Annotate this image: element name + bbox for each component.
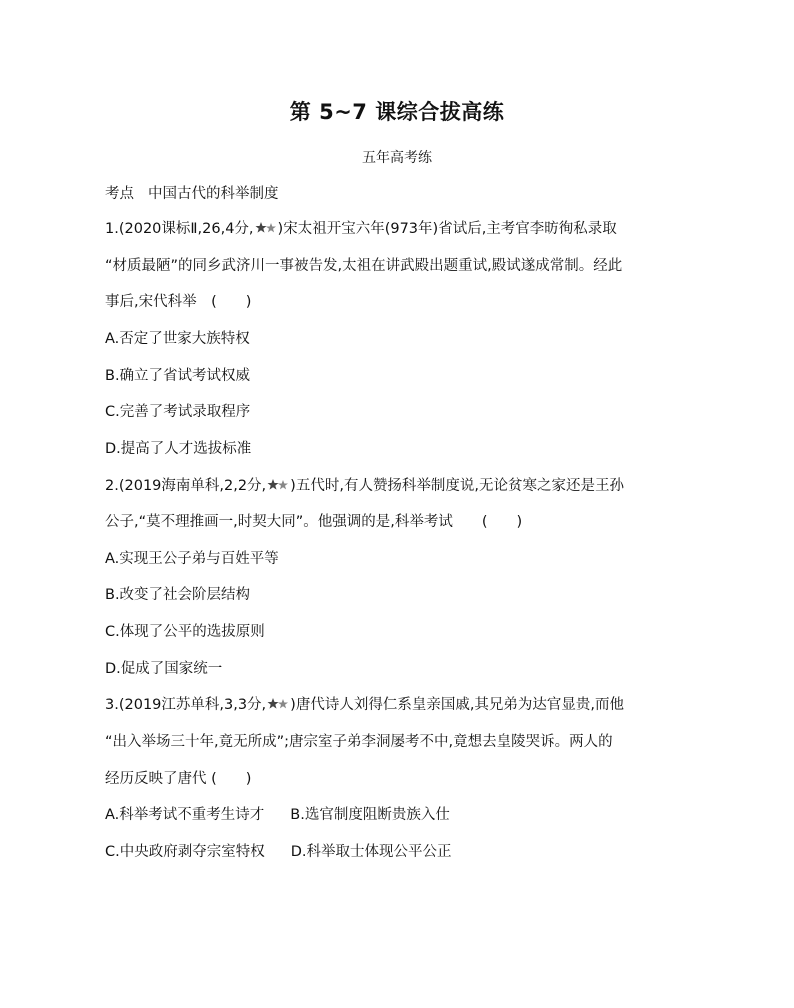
question-3-stem-1: )唐代诗人刘得仁系皇亲国戚,其兄弟为达官显贵,而他 — [290, 697, 625, 713]
two-star-difficulty-icon — [255, 221, 277, 235]
question-3-option-b: B.选官制度阻断贵族入仕 — [290, 807, 450, 823]
question-3-prefix: 3.(2019江苏单科,3,3分, — [105, 697, 267, 713]
two-star-difficulty-icon — [267, 697, 289, 711]
question-1-option-d: D.提高了人才选拔标准 — [105, 441, 252, 457]
question-2-prefix: 2.(2019海南单科,2,2分, — [105, 478, 267, 494]
question-3-line-1 — [105, 695, 624, 715]
question-1-option-b: B.确立了省试考试权威 — [105, 368, 251, 384]
question-2-line-1 — [105, 476, 624, 496]
question-2-stem-1: )五代时,有人赞扬科举制度说,无论贫寒之家还是王孙 — [290, 478, 625, 494]
question-2-option-d: D.促成了国家统一 — [105, 661, 223, 677]
question-2-option-b: B.改变了社会阶层结构 — [105, 587, 251, 603]
question-3-stem-3: 经历反映了唐代 ( ) — [105, 771, 252, 787]
question-3-option-a: A.科举考试不重考生诗才 — [105, 807, 265, 823]
question-2-option-a: A.实现王公子弟与百姓平等 — [105, 551, 279, 567]
question-1-stem-3: 事后,宋代科举 ( ) — [105, 294, 252, 310]
page-subtitle: 五年高考练 — [362, 150, 432, 166]
page-title: 第 5~7 课综合拔高练 — [289, 100, 505, 124]
section-topic: 中国古代的科举制度 — [148, 186, 279, 202]
question-3-stem-2: “出入举场三十年,竟无所成”;唐宗室子弟李洞屡考不中,竟想去皇陵哭诉。两人的 — [105, 734, 613, 750]
question-3-options-row-1 — [105, 805, 450, 825]
question-1-stem-2: “材质最陋”的同乡武济川一事被告发,太祖在讲武殿出题重试,殿试遂成常制。经此 — [105, 258, 623, 274]
question-1-line-1 — [105, 219, 617, 239]
section-heading — [105, 184, 279, 204]
question-3-option-c: C.中央政府剥夺宗室特权 — [105, 844, 265, 860]
question-2-option-c: C.体现了公平的选拔原则 — [105, 624, 265, 640]
question-1-option-a: A.否定了世家大族特权 — [105, 331, 250, 347]
two-star-difficulty-icon — [267, 478, 289, 492]
question-1-option-c: C.完善了考试录取程序 — [105, 404, 251, 420]
question-3-options-row-2 — [105, 842, 452, 862]
question-1-prefix: 1.(2020课标Ⅱ,26,4分, — [105, 221, 254, 237]
question-2-stem-2: 公子,“莫不理推画一,时契大同”。他强调的是,科举考试 ( ) — [105, 514, 523, 530]
question-3-option-d: D.科举取士体现公平公正 — [290, 844, 452, 860]
section-label: 考点 — [105, 186, 134, 202]
question-1-stem-1: )宋太祖开宝六年(973年)省试后,主考官李昉徇私录取 — [277, 221, 617, 237]
